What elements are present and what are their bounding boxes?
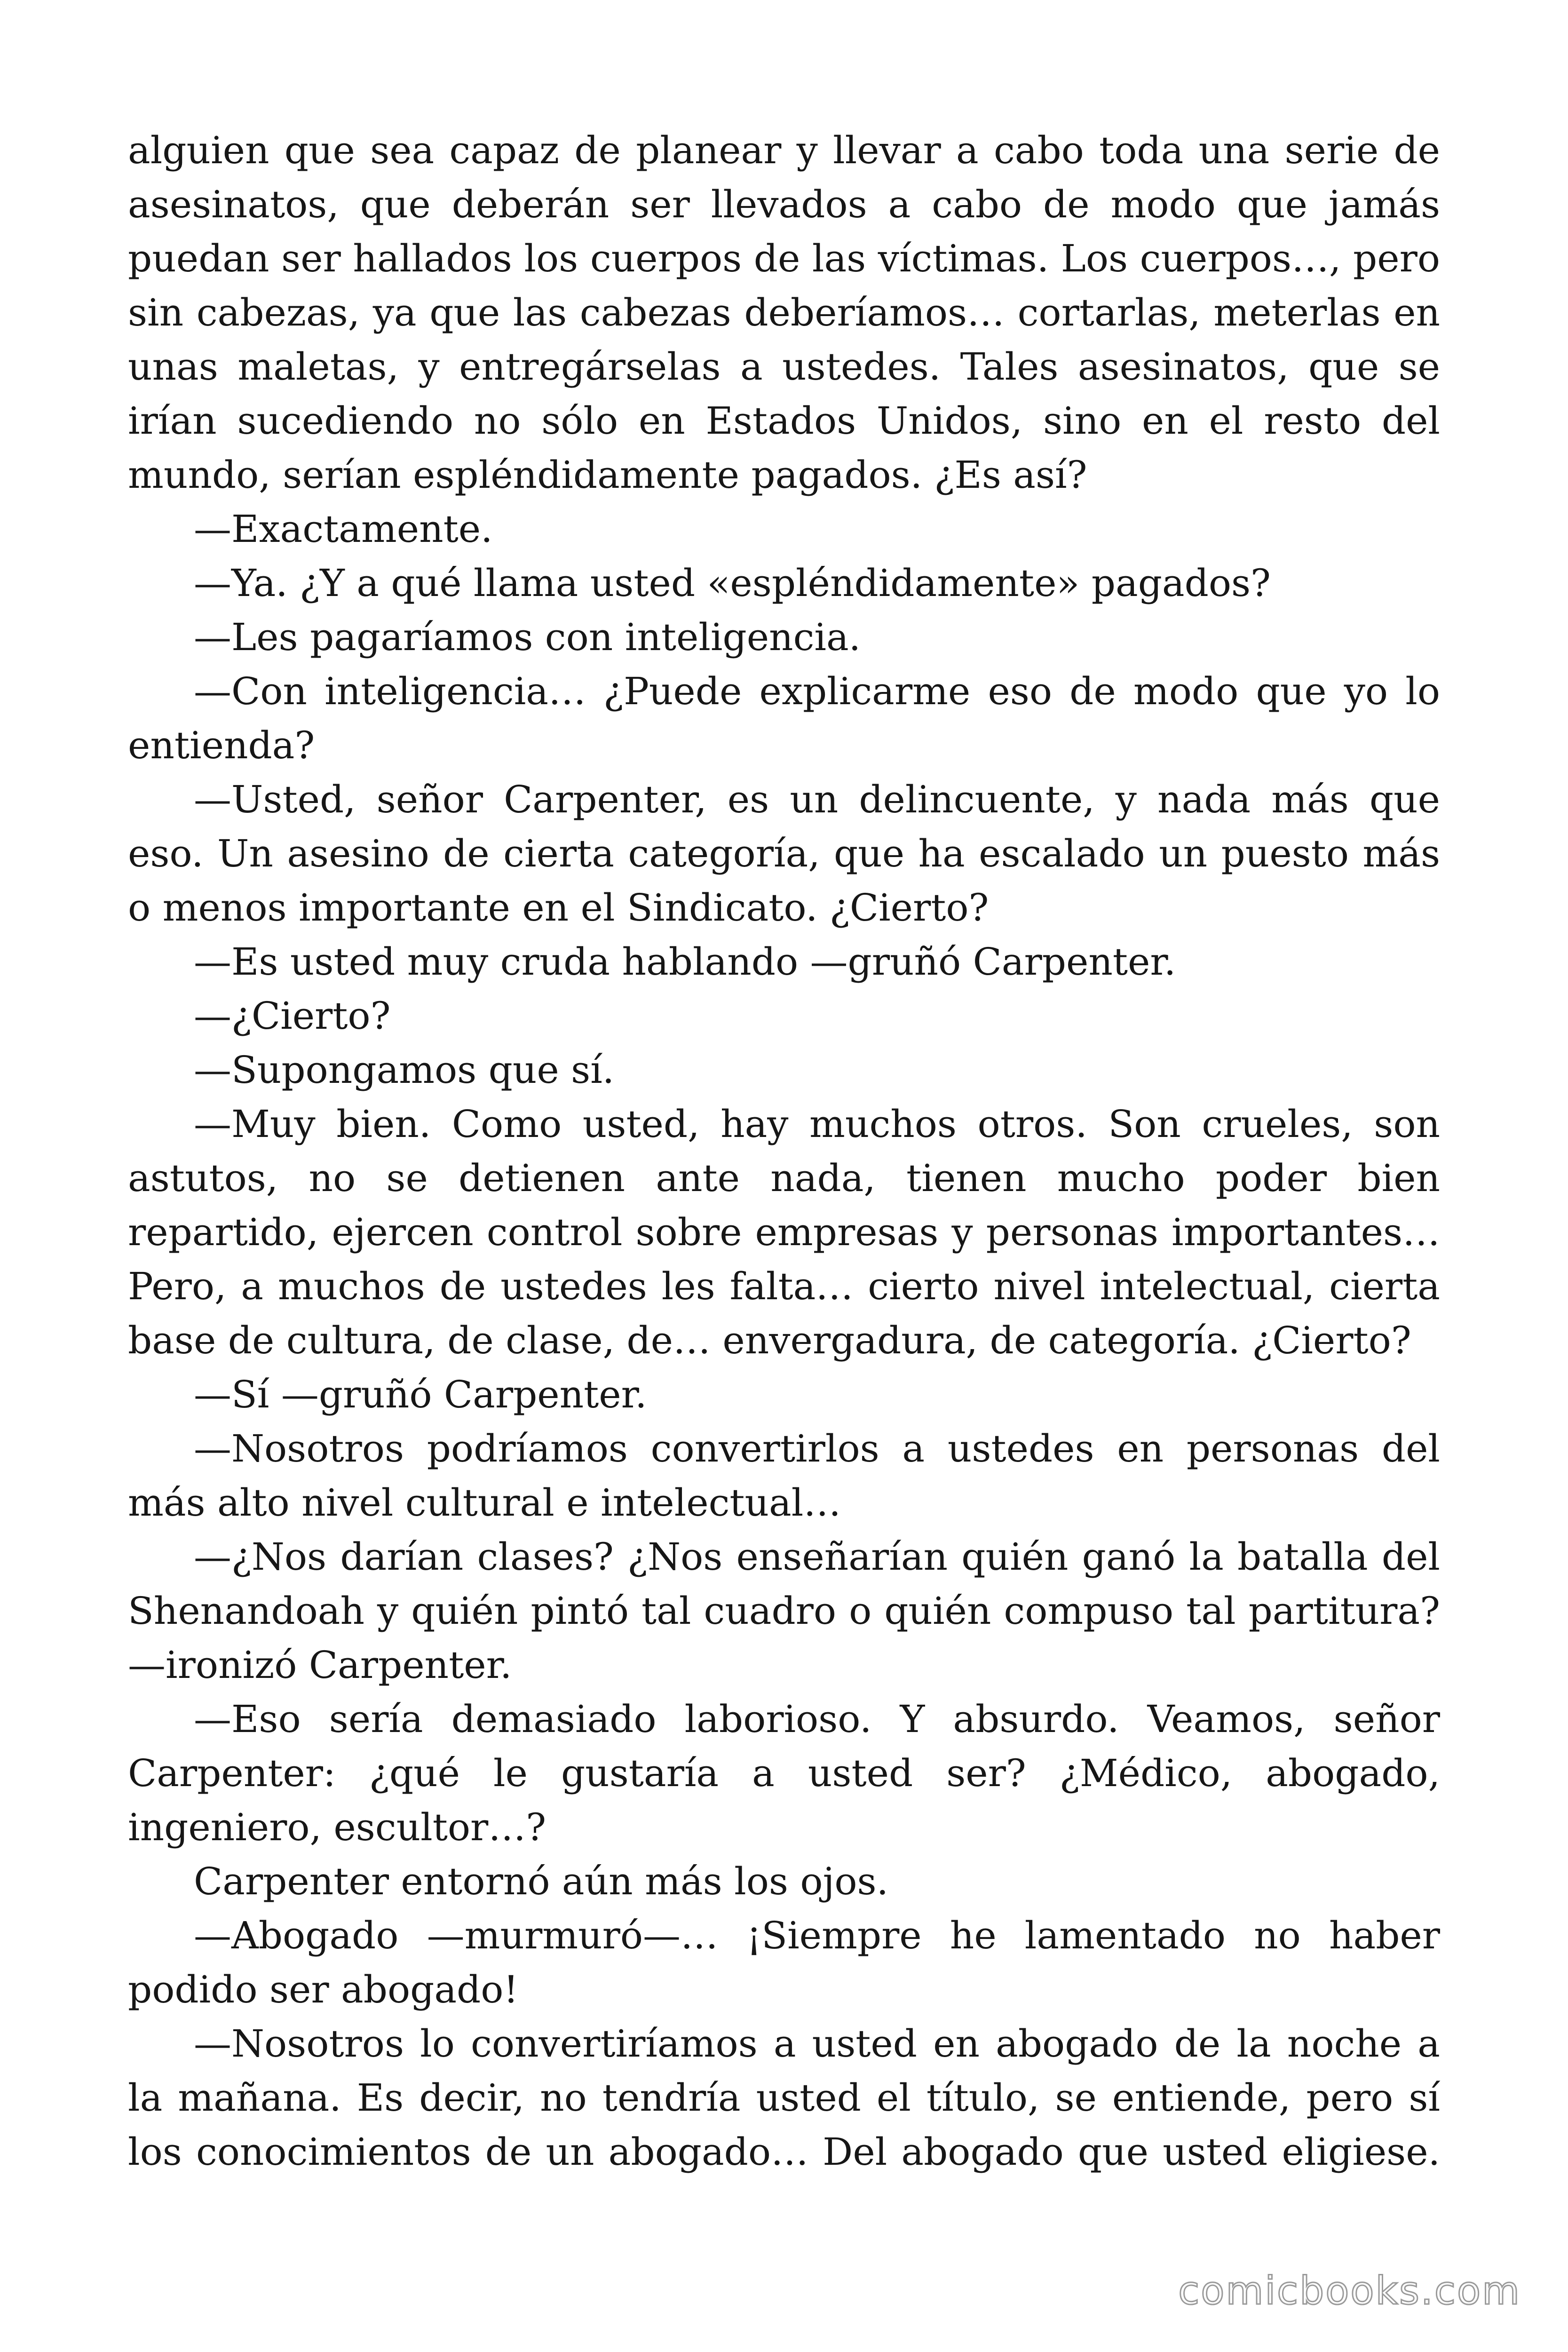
paragraph: —Nosotros podríamos convertirlos a ustedes en personas del más alto nivel cultural e intelectual…: [128, 1427, 1440, 1525]
paragraph: —Supongamos que sí.: [194, 1048, 615, 1092]
book-page-text: [128, 123, 1440, 2179]
paragraph: —Es usted muy cruda hablando —gruñó Carpenter.: [194, 940, 1176, 984]
paragraph: —Exactamente.: [194, 507, 493, 551]
paragraph: —Abogado —murmuró—… ¡Siempre he lamentado no haber podido ser abogado!: [128, 1914, 1440, 2011]
paragraph: alguien que sea capaz de planear y llevar a cabo toda una serie de asesinatos, que deberán ser llevados a cabo de modo que jamás puedan ser hallados los cuerpos de las víctimas. Los cuerpos…, pero sin cabezas, ya que las cabezas deberíamos… cortarlas, meterlas en unas maletas, y entregárselas a ustedes. Tales asesinatos, que se irían sucediendo no sólo en Estados Unidos, sino en el resto del mundo, serían espléndidamente pagados. ¿Es así?: [128, 128, 1440, 497]
paragraph: —¿Cierto?: [194, 994, 391, 1038]
paragraph: —Eso sería demasiado laborioso. Y absurdo. Veamos, señor Carpenter: ¿qué le gustaría a usted ser? ¿Médico, abogado, ingeniero, escultor…?: [128, 1697, 1440, 1849]
paragraph: —Sí —gruñó Carpenter.: [194, 1373, 647, 1416]
paragraph: —Nosotros lo convertiríamos a usted en abogado de la noche a la mañana. Es decir, no tendría usted el título, se entiende, pero sí los conocimientos de un abogado… Del abogado que usted eligiese.: [128, 2022, 1440, 2174]
paragraph: —Usted, señor Carpenter, es un delincuente, y nada más que eso. Un asesino de cierta categoría, que ha escalado un puesto más o menos importante en el Sindicato. ¿Cierto?: [128, 778, 1440, 930]
watermark-text: comicbooks.com: [1178, 2269, 1521, 2313]
paragraph: —¿Nos darían clases? ¿Nos enseñarían quién ganó la batalla del Shenandoah y quién pintó tal cuadro o quién compuso tal partitura? —ironizó Carpenter.: [128, 1535, 1440, 1687]
paragraph: —Muy bien. Como usted, hay muchos otros. Son crueles, son astutos, no se detienen ante nada, tienen mucho poder bien repartido, ejercen control sobre empresas y personas importantes… Pero, a muchos de ustedes les falta… cierto nivel intelectual, cierta base de cultura, de clase, de… envergadura, de categoría. ¿Cierto?: [128, 1102, 1440, 1362]
paragraph: —Con inteligencia… ¿Puede explicarme eso de modo que yo lo entienda?: [128, 669, 1440, 767]
paragraph: Carpenter entornó aún más los ojos.: [194, 1859, 888, 1903]
paragraph: —Ya. ¿Y a qué llama usted «espléndidamente» pagados?: [194, 561, 1271, 605]
paragraph: —Les pagaríamos con inteligencia.: [194, 615, 861, 659]
